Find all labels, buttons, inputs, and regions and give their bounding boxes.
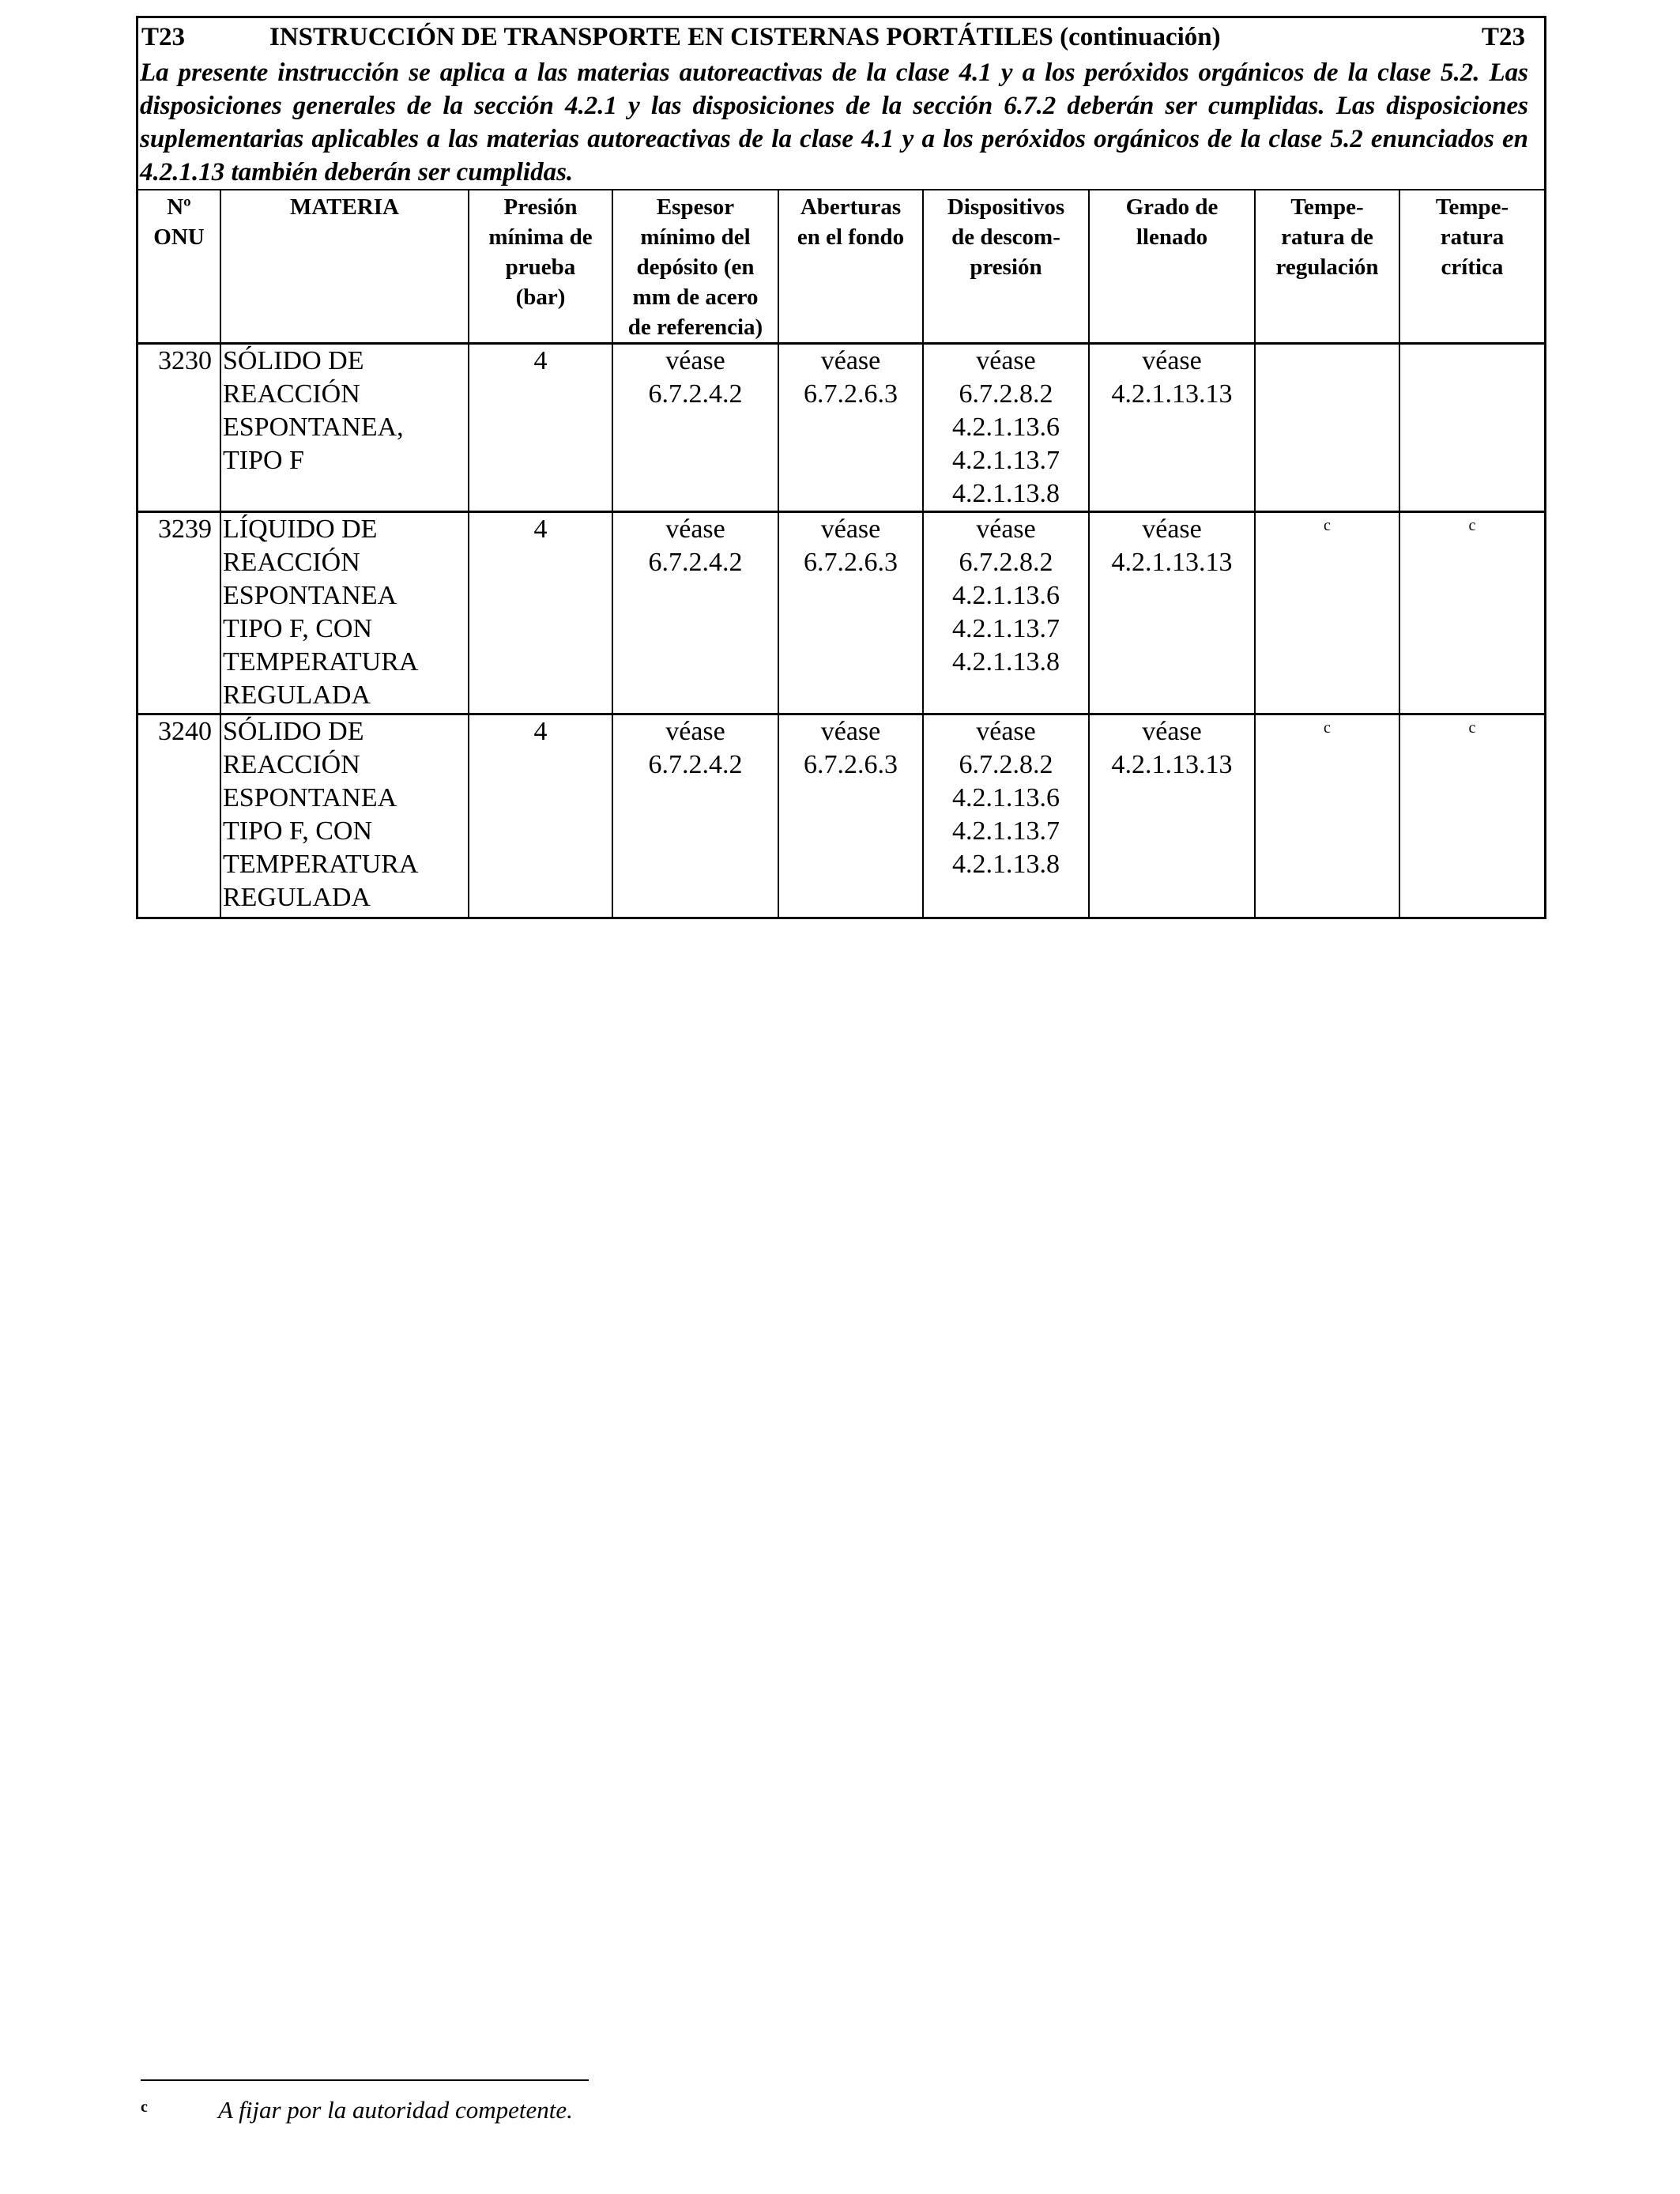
column-header-temp-critica [1399, 190, 1544, 344]
cell-grado [1089, 512, 1255, 714]
table-body [138, 344, 1544, 917]
column-header-grado [1089, 190, 1255, 344]
column-header-onu [138, 190, 220, 344]
title-row [138, 18, 1544, 56]
cell-line: TIPO F, CON [223, 614, 373, 643]
footnote-reference-mark: c [1324, 517, 1331, 534]
footnote-reference-mark: c [1324, 719, 1331, 737]
cell-presion: 4 [469, 344, 612, 512]
instruction-table-frame [136, 16, 1546, 919]
column-header-line: ratura [1440, 224, 1505, 250]
cell-line: 4.2.1.13.8 [952, 479, 1060, 508]
cell-line: véase [665, 346, 725, 375]
cell-espesor [612, 512, 778, 714]
column-header-line: llenado [1136, 224, 1208, 250]
column-header-line: mínima de [488, 224, 593, 250]
instruction-code-right: T23 [1481, 23, 1525, 51]
intro-paragraph: La presente instrucción se aplica a las materias autoreactivas de la clase 4.1 y a los peróxidos orgánicos de la clase 5.2. Las disposiciones generales de la sección 4.2.1 y las disposiciones de la sección 6.7.2 deberán ser cumplidas. Las disposiciones suplementarias aplicables a las materias autoreactivas de la clase 4.1 y a los peróxidos orgánicos de la clase 5.2 enunciados en 4.2.1.13 también deberán ser cumplidas. [138, 56, 1544, 190]
column-header-line: prueba [505, 254, 576, 280]
column-header-dispositivos [923, 190, 1089, 344]
cell-line: véase [976, 515, 1036, 544]
cell-espesor [612, 714, 778, 917]
cell-line: 6.7.2.6.3 [804, 750, 898, 779]
column-header-line: de referencia) [627, 315, 763, 340]
column-header-line: Grado de [1125, 194, 1219, 220]
cell-line: 6.7.2.8.2 [959, 548, 1053, 577]
footnote-mark: c [141, 2098, 148, 2116]
table-row [138, 714, 1544, 917]
cell-temp-critica [1399, 714, 1544, 917]
cell-materia [220, 714, 469, 917]
cell-line: véase [665, 515, 725, 544]
column-header-line: Tempe- [1435, 194, 1509, 220]
cell-line: 6.7.2.4.2 [648, 548, 743, 577]
cell-line: 4.2.1.13.13 [1111, 750, 1233, 779]
cell-line: REACCIÓN [223, 379, 360, 409]
column-header-line: (bar) [515, 285, 566, 310]
cell-line: 6.7.2.6.3 [804, 379, 898, 409]
cell-materia [220, 344, 469, 512]
cell-line: LÍQUIDO DE [223, 515, 378, 544]
footnote-divider [141, 2079, 589, 2081]
instruction-title [269, 18, 1221, 56]
cell-line: ESPONTANEA [223, 581, 397, 610]
cell-line: 6.7.2.4.2 [648, 750, 743, 779]
instruction-code-left: T23 [141, 23, 186, 51]
column-header-temp-regulacion [1255, 190, 1399, 344]
cell-line: REGULADA [223, 883, 371, 912]
column-header-line: Tempe- [1290, 194, 1364, 220]
footnote-reference-mark: c [1468, 517, 1476, 534]
cell-line: 4.2.1.13.8 [952, 647, 1060, 677]
cell-line: 4.2.1.13.13 [1111, 548, 1233, 577]
cell-line: SÓLIDO DE [223, 717, 364, 746]
column-header-line: ratura de [1281, 224, 1373, 250]
cell-temp-critica [1399, 512, 1544, 714]
cell-line: REGULADA [223, 680, 371, 710]
column-header-line: ONU [153, 224, 205, 250]
cell-temp-regulacion [1255, 512, 1399, 714]
cell-grado [1089, 714, 1255, 917]
cell-presion: 4 [469, 512, 612, 714]
cell-line: TEMPERATURA [223, 647, 419, 677]
column-header-line: de descom- [951, 224, 1060, 250]
column-header-line: mm de acero [632, 285, 759, 310]
cell-line: 4.2.1.13.7 [952, 446, 1060, 475]
table-row [138, 512, 1544, 714]
cell-temp-critica [1399, 344, 1544, 512]
cell-line: TEMPERATURA [223, 850, 419, 879]
cell-aberturas [778, 344, 923, 512]
cell-line: véase [976, 717, 1036, 746]
column-header-line: MATERIA [289, 194, 400, 220]
table-row [138, 344, 1544, 512]
table-header-row [138, 190, 1544, 344]
cell-line: SÓLIDO DE [223, 346, 364, 375]
cell-dispositivos [923, 714, 1089, 917]
cell-aberturas [778, 512, 923, 714]
cell-temp-regulacion [1255, 344, 1399, 512]
cell-line: véase [1142, 717, 1202, 746]
footnote-text: A fijar por la autoridad competente. [218, 2096, 573, 2124]
column-header-line: Espesor [656, 194, 735, 220]
column-header-line: presión [970, 254, 1042, 280]
cell-line: 6.7.2.6.3 [804, 548, 898, 577]
cell-line: véase [1142, 515, 1202, 544]
cell-line: TIPO F, CON [223, 816, 373, 846]
column-header-espesor [612, 190, 778, 344]
column-header-presion [469, 190, 612, 344]
cell-line: 4.2.1.13.7 [952, 816, 1060, 846]
cell-onu: 3239 [138, 512, 220, 714]
cell-line: 4.2.1.13.6 [952, 413, 1060, 442]
column-header-line: Presión [503, 194, 578, 220]
cell-espesor [612, 344, 778, 512]
cell-line: 4.2.1.13.6 [952, 783, 1060, 812]
column-header-line: en el fondo [797, 224, 905, 250]
cell-line: 6.7.2.8.2 [959, 379, 1053, 409]
column-header-line: Aberturas [800, 194, 902, 220]
column-header-aberturas [778, 190, 923, 344]
cell-grado [1089, 344, 1255, 512]
cell-line: 4.2.1.13.6 [952, 581, 1060, 610]
cell-dispositivos [923, 344, 1089, 512]
footnote-reference-mark: c [1468, 719, 1476, 737]
cell-line: véase [1142, 346, 1202, 375]
column-header-line: mínimo del [640, 224, 751, 250]
cell-line: véase [976, 346, 1036, 375]
instruction-title-main: INSTRUCCIÓN DE TRANSPORTE EN CISTERNAS PORTÁTILES [269, 23, 1053, 51]
cell-line: REACCIÓN [223, 548, 360, 577]
column-header-line: depósito (en [636, 254, 755, 280]
cell-presion: 4 [469, 714, 612, 917]
cell-onu: 3230 [138, 344, 220, 512]
instruction-title-suffix: (continuación) [1060, 23, 1221, 51]
cell-materia [220, 512, 469, 714]
cell-line: REACCIÓN [223, 750, 360, 779]
cell-onu: 3240 [158, 717, 212, 746]
cell-line: véase [665, 717, 725, 746]
column-header-materia [220, 190, 469, 344]
cell-dispositivos [923, 512, 1089, 714]
cell-line: 4.2.1.13.7 [952, 614, 1060, 643]
substances-table [138, 190, 1544, 917]
cell-line: 6.7.2.8.2 [959, 750, 1053, 779]
cell-line: ESPONTANEA [223, 783, 397, 812]
cell-line: TIPO F [223, 446, 304, 475]
column-header-line: Nº [167, 194, 191, 220]
cell-line: véase [820, 717, 881, 746]
cell-line: véase [820, 346, 881, 375]
cell-line: 4.2.1.13.8 [952, 850, 1060, 879]
cell-line: ESPONTANEA, [223, 413, 404, 442]
cell-temp-regulacion [1255, 714, 1399, 917]
cell-line: 6.7.2.4.2 [648, 379, 743, 409]
column-header-line: Dispositivos [947, 194, 1065, 220]
cell-line: véase [820, 515, 881, 544]
cell-aberturas [778, 714, 923, 917]
column-header-line: regulación [1275, 254, 1379, 280]
cell-line: 4.2.1.13.13 [1111, 379, 1233, 409]
column-header-line: crítica [1441, 254, 1504, 280]
